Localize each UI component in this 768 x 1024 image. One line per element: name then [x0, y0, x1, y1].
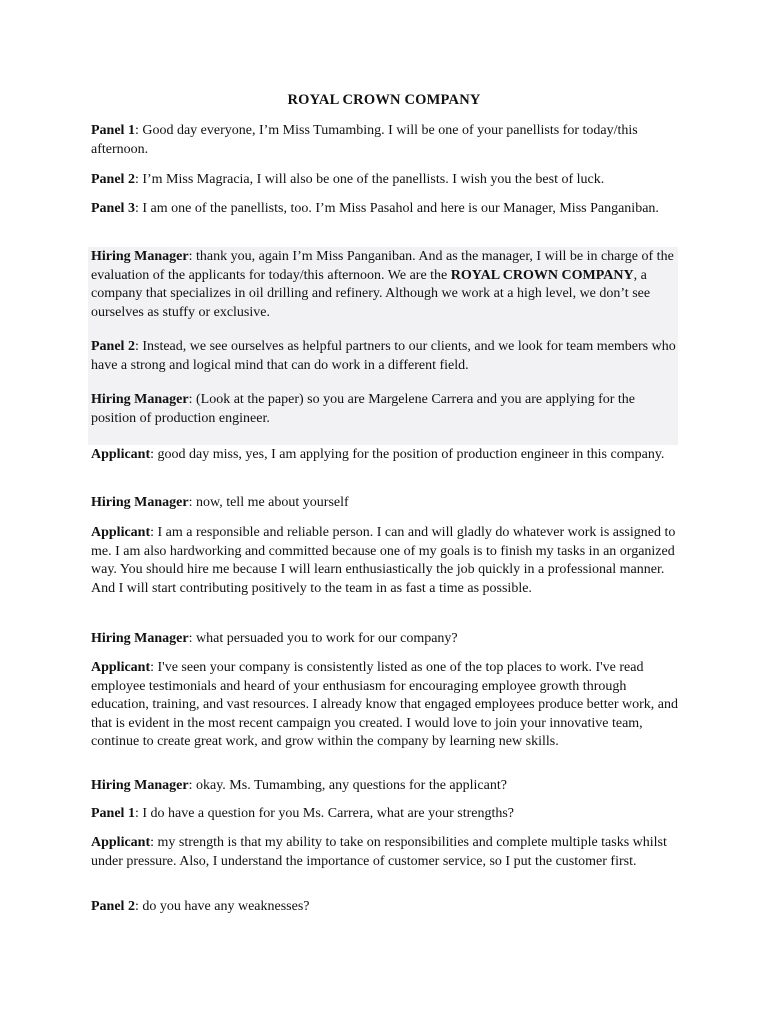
dialogue-paragraph-15 — [91, 898, 681, 917]
dialogue-text: : I am one of the panellists, too. I’m Miss Pasahol and here is our Manager, Miss Panganiban. — [134, 201, 659, 216]
dialogue-paragraph-13 — [91, 805, 681, 824]
dialogue-paragraph-6 — [91, 391, 681, 428]
dialogue-text: : my strength is that my ability to take on responsibilities and complete multiple tasks whilst under pressure. Also, I understand the importance of customer service, so I put the customer first. — [91, 835, 667, 869]
dialogue-text: : good day miss, yes, I am applying for the position of production engineer in this company. — [150, 447, 665, 462]
document-title: ROYAL CROWN COMPANY — [287, 92, 481, 108]
dialogue-text: : okay. Ms. Tumambing, any questions for the applicant? — [188, 778, 507, 793]
dialogue-paragraph-12 — [91, 777, 681, 796]
dialogue-paragraph-11 — [91, 659, 681, 752]
speaker-label: Applicant — [91, 525, 151, 540]
speaker-label: Panel 3 — [91, 201, 135, 216]
speaker-label: Applicant — [91, 447, 151, 462]
speaker-label: Hiring Manager — [91, 249, 189, 264]
dialogue-paragraph-8 — [91, 494, 681, 513]
speaker-label: Panel 2 — [91, 172, 135, 187]
speaker-label: Panel 2 — [91, 899, 135, 914]
dialogue-text: : Good day everyone, I’m Miss Tumambing. I will be one of your panellists for today/this afternoon. — [91, 123, 638, 157]
dialogue-paragraph-2 — [91, 171, 681, 190]
speaker-label: Hiring Manager — [91, 392, 189, 407]
dialogue-paragraph-3 — [91, 200, 681, 219]
dialogue-text: : I've seen your company is consistently listed as one of the top places to work. I've read employee testimonials and heard of your enthusiasm for encouraging employee growth through education, training, and vast resources. I already know that engaged employees produce better work, and that is evident in the most recent campaign you created. I would love to join your innovative team, continue to create great work, and grow within the company by learning new skills. — [91, 660, 679, 749]
dialogue-text: : I’m Miss Magracia, I will also be one of the panellists. I wish you the best of luck. — [134, 172, 605, 187]
speaker-label: Panel 1 — [91, 123, 135, 138]
speaker-label: Panel 1 — [91, 806, 135, 821]
dialogue-paragraph-9 — [91, 524, 681, 598]
dialogue-paragraph-7 — [91, 446, 681, 465]
speaker-label: Applicant — [91, 660, 151, 675]
dialogue-text: : I do have a question for you Ms. Carrera, what are your strengths? — [134, 806, 515, 821]
dialogue-paragraph-4 — [91, 248, 681, 322]
dialogue-paragraph-1 — [91, 122, 681, 159]
dialogue-text-after: , a company that specializes in oil drilling and refinery. Although we work at a high level, we don’t see ourselves as stuffy or exclusive. — [91, 267, 651, 320]
company-name: ROYAL CROWN COMPANY — [450, 267, 634, 283]
dialogue-paragraph-14 — [91, 834, 681, 871]
dialogue-text: : do you have any weaknesses? — [134, 899, 310, 914]
dialogue-text: : Instead, we see ourselves as helpful partners to our clients, and we look for team members who have a strong and logical mind that can do work in a different field. — [91, 339, 676, 373]
dialogue-paragraph-5 — [91, 338, 681, 375]
speaker-label: Hiring Manager — [91, 778, 189, 793]
speaker-label: Panel 2 — [91, 339, 135, 354]
dialogue-text: : what persuaded you to work for our company? — [188, 631, 458, 646]
dialogue-text: : I am a responsible and reliable person. I can and will gladly do whatever work is assigned to me. I am also hardworking and committed because one of my goals is to finish my tasks in an organized way. You should hire me because I will learn enthusiastically the job quickly in a professional manner. And I will start contributing positively to the team in as fast a time as possible. — [91, 525, 676, 596]
speaker-label: Applicant — [91, 835, 151, 850]
dialogue-paragraph-10 — [91, 630, 681, 649]
dialogue-text: : thank you, again I’m Miss Panganiban. And as the manager, I will be in charge of the evaluation of the applicants for today/this afternoon. We are the — [91, 249, 674, 283]
dialogue-text: : (Look at the paper) so you are Margelene Carrera and you are applying for the position of production engineer. — [91, 392, 636, 426]
speaker-label: Hiring Manager — [91, 631, 189, 646]
dialogue-text: : now, tell me about yourself — [188, 495, 349, 510]
speaker-label: Hiring Manager — [91, 495, 189, 510]
